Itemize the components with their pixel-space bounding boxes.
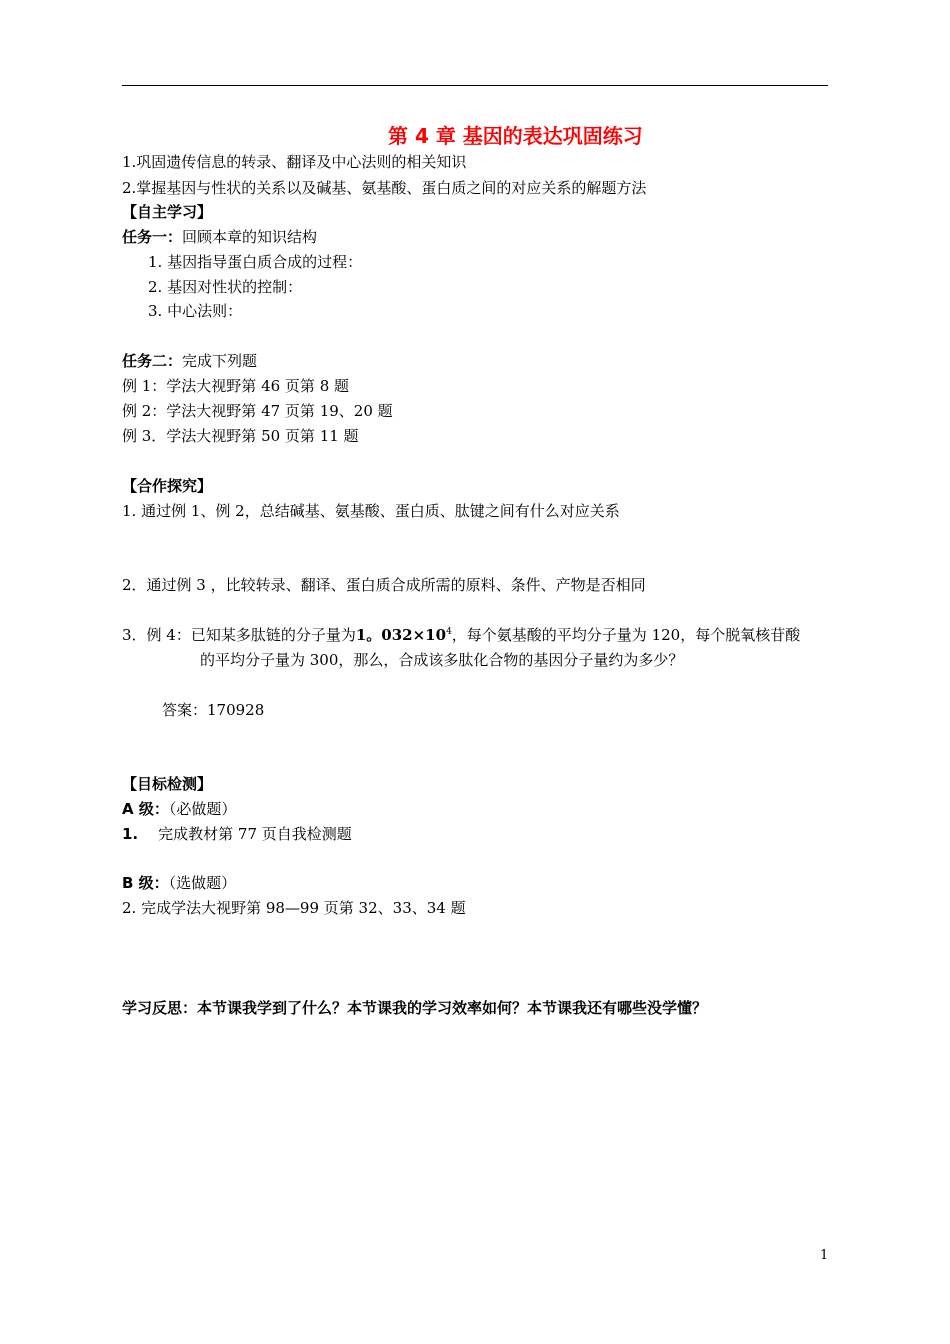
example-2: 例 2：学法大视野第 47 页第 19、20 题 xyxy=(122,402,393,420)
level-a-line xyxy=(122,799,236,819)
cooperation-question-1: 1. 通过例 1、例 2，总结碱基、氨基酸、蛋白质、肽键之间有什么对应关系 xyxy=(122,502,620,520)
cooperation-question-3 xyxy=(122,625,800,645)
cooperation-heading: 【合作探究】 xyxy=(122,477,213,495)
self-study-heading: 【自主学习】 xyxy=(122,203,213,221)
objective-2: 2.掌握基因与性状的关系以及碱基、氨基酸、蛋白质之间的对应关系的解题方法 xyxy=(122,179,647,197)
task2-text: 完成下列题 xyxy=(182,352,258,370)
cooperation-question-3-line-2: 的平均分子量为 300，那么，合成该多肽化合物的基因分子量约为多少？ xyxy=(200,651,684,669)
task2-line xyxy=(122,351,257,371)
level-a-note: （必做题） xyxy=(168,800,237,818)
q3-rest: ，每个氨基酸的平均分子量为 120，每个脱氧核苷酸 xyxy=(451,626,801,644)
level-a-item xyxy=(122,824,352,844)
q3-prefix: 3．例 4：已知某多肽链的分子量为 xyxy=(122,626,356,644)
level-a-label: A 级： xyxy=(122,800,169,818)
cooperation-question-2: 2．通过例 3 ，比较转录、翻译、蛋白质合成所需的原料、条件、产物是否相同 xyxy=(122,576,646,594)
task1-item-1: 1. 基因指导蛋白质合成的过程： xyxy=(148,253,363,271)
level-b-note: （选做题） xyxy=(168,874,237,892)
page-title: 第 4 章 基因的表达巩固练习 xyxy=(388,124,643,148)
task1-item-2: 2. 基因对性状的控制： xyxy=(148,278,303,296)
example-3: 例 3．学法大视野第 50 页第 11 题 xyxy=(122,427,359,445)
level-b-item: 2. 完成学法大视野第 98—99 页第 32、33、34 题 xyxy=(122,899,466,917)
q3-exponent: 4 xyxy=(446,627,452,637)
task1-text: 回顾本章的知识结构 xyxy=(182,228,318,246)
header-rule xyxy=(122,85,828,86)
example-1: 例 1：学法大视野第 46 页第 8 题 xyxy=(122,377,350,395)
target-check-heading: 【目标检测】 xyxy=(122,775,213,793)
reflection-text: 学习反思：本节课我学到了什么？本节课我的学习效率如何？本节课我还有哪些没学懂？ xyxy=(122,999,708,1017)
level-b-label: B 级： xyxy=(122,874,169,892)
objective-1: 1.巩固遗传信息的转录、翻译及中心法则的相关知识 xyxy=(122,153,467,171)
task1-line xyxy=(122,227,317,247)
task1-label: 任务一： xyxy=(122,228,183,246)
task1-item-3: 3. 中心法则： xyxy=(148,302,243,320)
page-number: 1 xyxy=(820,1248,829,1263)
answer-text: 答案：170928 xyxy=(162,701,265,719)
q3-value: 1。032×10 xyxy=(355,626,447,644)
level-a-item-text: 完成教材第 77 页自我检测题 xyxy=(158,825,352,843)
level-b-line xyxy=(122,873,236,893)
task2-label: 任务二： xyxy=(122,352,183,370)
level-a-item-number: 1. xyxy=(122,825,139,843)
